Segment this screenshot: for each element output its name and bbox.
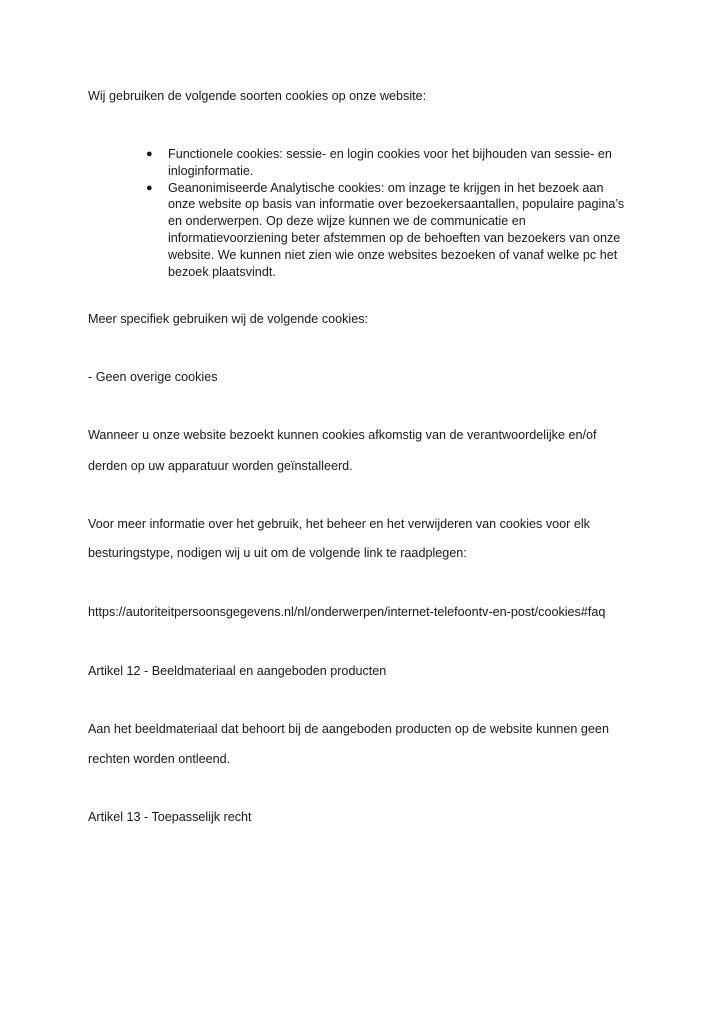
no-other-cookies: - Geen overige cookies (88, 370, 218, 384)
list-item (146, 146, 646, 180)
bullet-text-line: informatievoorziening beter afstemmen op de behoeften van bezoekers van onze (168, 230, 621, 245)
bullet-text-line: en onderwerpen. Op deze wijze kunnen we de communicatie en (168, 214, 526, 229)
list-item (146, 180, 646, 281)
article-12-heading: Artikel 12 - Beeldmateriaal en aangeboden producten (88, 664, 387, 678)
bullet-text-line: Functionele cookies: sessie- en login cookies voor het bijhouden van sessie- en (168, 147, 612, 161)
more-info-paragraph-line: Voor meer informatie over het gebruik, het beheer en het verwijderen van cookies voor elk (88, 517, 590, 531)
cookie-info-link[interactable]: https://autoriteitpersoonsgegevens.nl/nl/onderwerpen/internet-telefoontv-en-post/cookies#faq (88, 605, 606, 619)
third-party-paragraph-line: derden op uw apparatuur worden geïnstalleerd. (88, 459, 353, 473)
article-13-heading: Artikel 13 - Toepasselijk recht (88, 810, 252, 824)
specific-cookies-intro: Meer specifiek gebruiken wij de volgende cookies: (88, 312, 369, 326)
bullet-icon: ● (146, 181, 153, 194)
bullet-icon: ● (146, 148, 153, 160)
bullet-text-line: Geanonimiseerde Analytische cookies: om inzage te krijgen in het bezoek aan (168, 180, 604, 195)
bullet-text-line: website. We kunnen niet zien wie onze websites bezoeken of vanaf welke pc het (168, 247, 618, 262)
article-12-body-line: Aan het beeldmateriaal dat behoort bij de aangeboden producten op de website kunnen geen (88, 722, 609, 736)
more-info-paragraph-line: besturingstype, nodigen wij u uit om de volgende link te raadplegen: (88, 546, 467, 560)
bullet-text-line: inloginformatie. (168, 163, 254, 178)
bullet-text-line: onze website op basis van informatie over bezoekersaantallen, populaire pagina’s (168, 197, 625, 212)
bullet-text-line: bezoek plaatsvindt. (168, 264, 276, 279)
third-party-paragraph-line: Wanneer u onze website bezoekt kunnen cookies afkomstig van de verantwoordelijke en/of (88, 428, 597, 442)
cookies-intro: Wij gebruiken de volgende soorten cookies op onze website: (88, 89, 427, 103)
article-12-body-line: rechten worden ontleend. (88, 752, 231, 766)
cookie-types-list (146, 146, 646, 280)
